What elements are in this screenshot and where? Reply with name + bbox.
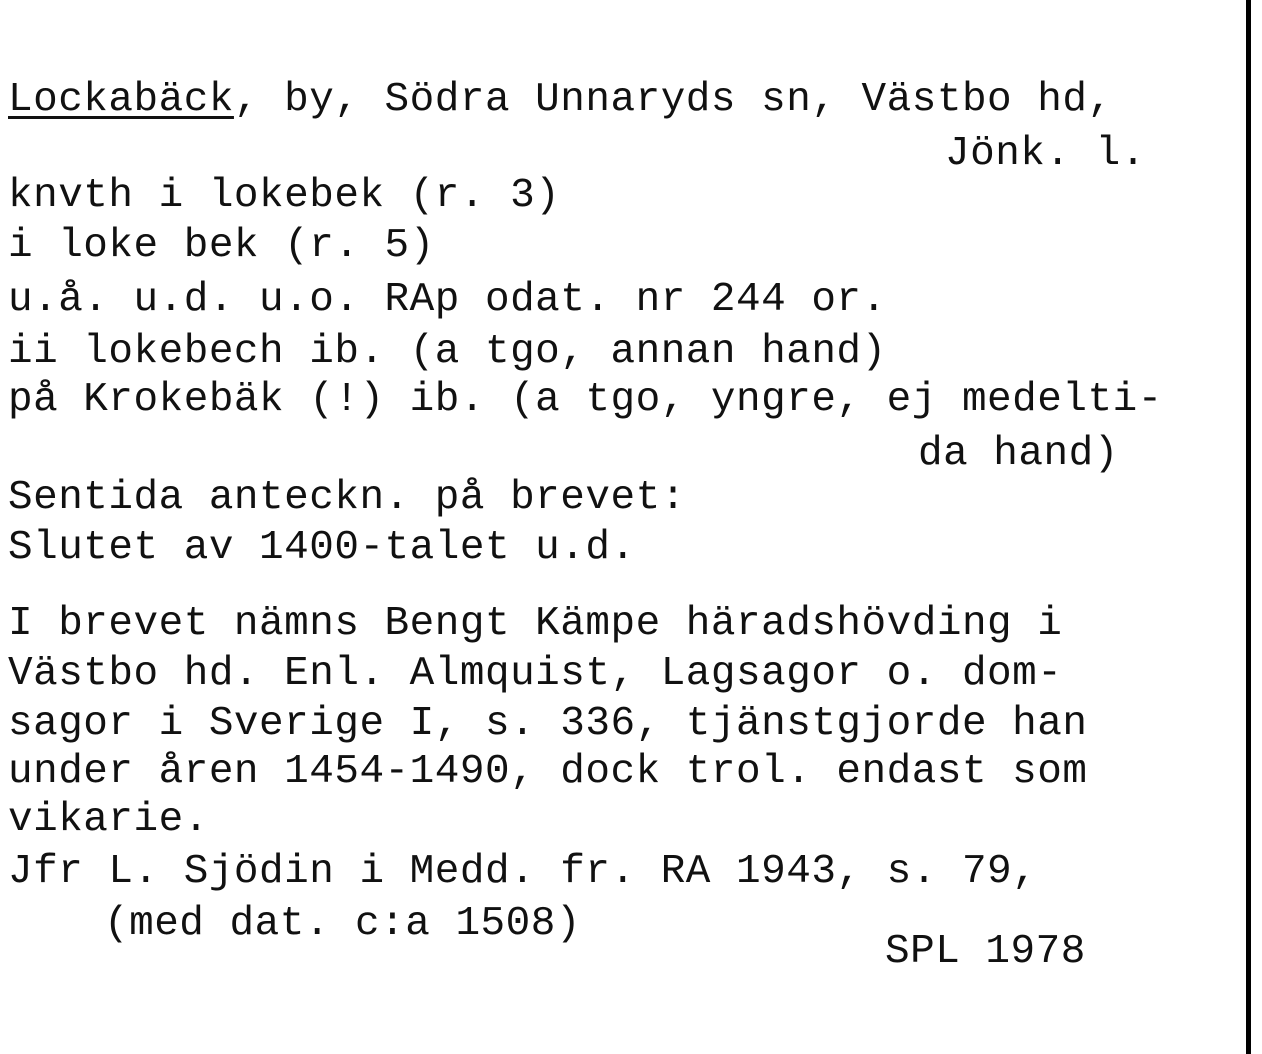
- late-note-line: Sentida anteckn. på brevet:: [8, 475, 686, 521]
- county-label: Jönk. l.: [945, 131, 1146, 177]
- commentary-line: Västbo hd. Enl. Almquist, Lagsagor o. dom-: [8, 651, 1063, 697]
- form-line: på Krokebäk (!) ib. (a tgo, yngre, ej medelti-: [8, 377, 1163, 423]
- commentary-line: Jfr L. Sjödin i Medd. fr. RA 1943, s. 79,: [8, 849, 1038, 895]
- form-line: i loke bek (r. 5): [8, 223, 435, 269]
- signature: SPL 1978: [885, 929, 1086, 975]
- form-line: ii lokebech ib. (a tgo, annan hand): [8, 329, 887, 375]
- form-line: u.å. u.d. u.o. RAp odat. nr 244 or.: [8, 277, 887, 323]
- form-line: knvth i lokebek (r. 3): [8, 173, 561, 219]
- commentary-line: I brevet nämns Bengt Kämpe häradshövding i: [8, 601, 1063, 647]
- place-description: , by, Södra Unnaryds sn, Västbo hd,: [233, 77, 1113, 123]
- form-line: da hand): [918, 431, 1119, 477]
- commentary-line: sagor i Sverige I, s. 336, tjänstgjorde han: [8, 701, 1088, 747]
- card-edge-line: [1246, 0, 1251, 1054]
- commentary-line: vikarie.: [8, 797, 209, 843]
- place-name: Lockabäck: [8, 77, 234, 123]
- commentary-line: under åren 1454-1490, dock trol. endast som: [8, 749, 1088, 795]
- late-note-line: Slutet av 1400-talet u.d.: [8, 525, 636, 571]
- commentary-line: (med dat. c:a 1508): [104, 901, 581, 947]
- header-line: [8, 76, 1113, 124]
